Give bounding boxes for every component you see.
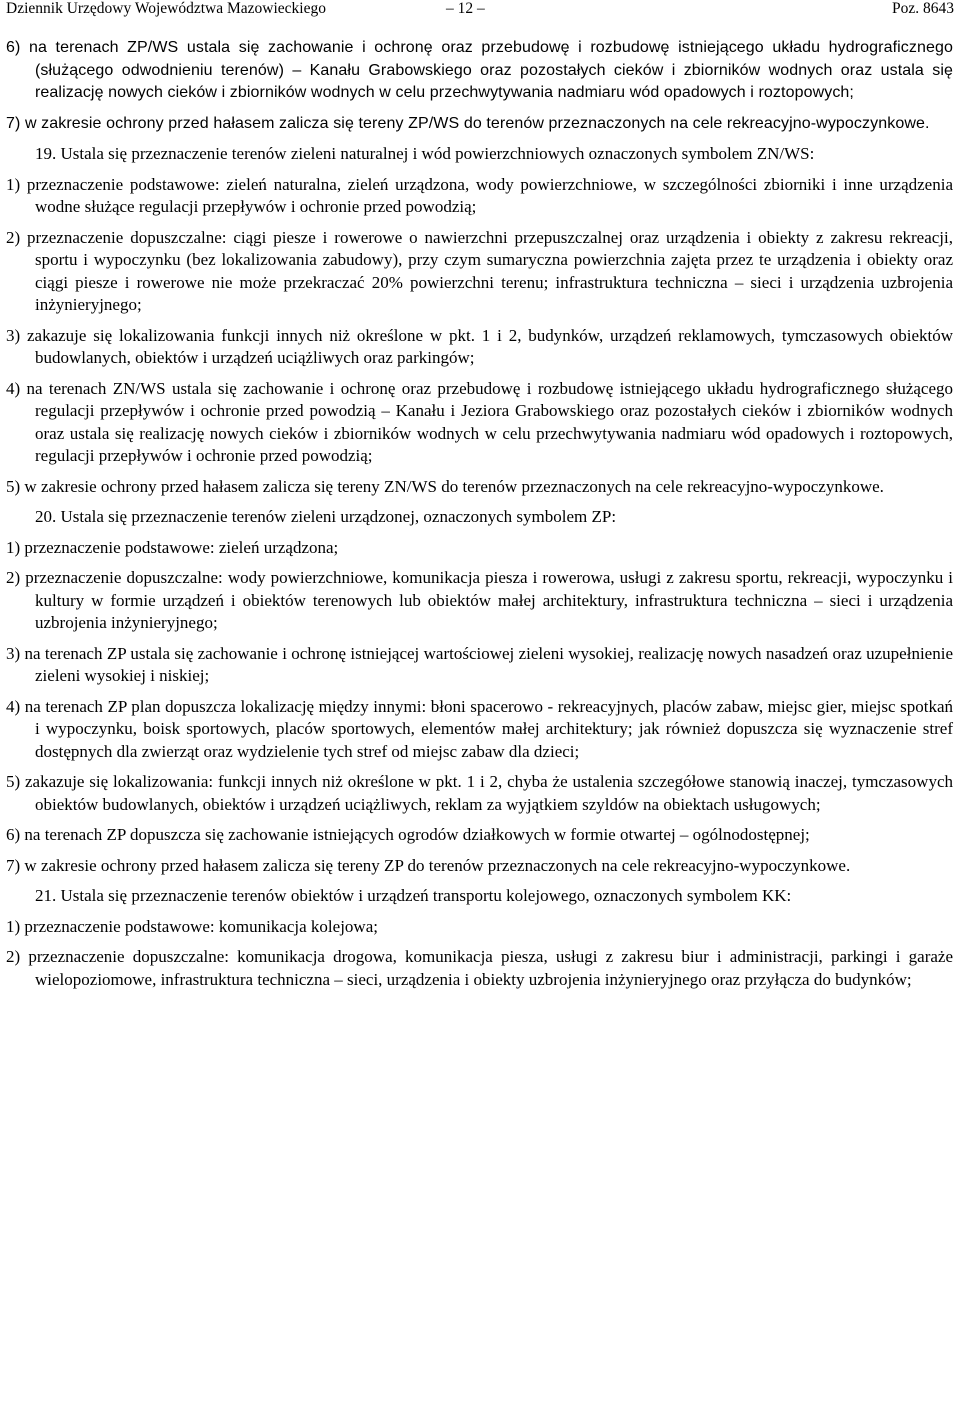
paragraph-znws-5: 5) w zakresie ochrony przed hałasem zalicza się tereny ZN/WS do terenów przeznaczonych na cele rekreacyjno-wypoczynkowe. [6,476,884,496]
journal-title: Dziennik Urzędowy Województwa Mazowieckiego [6,0,326,17]
paragraph-zpws-7: 7) w zakresie ochrony przed hałasem zalicza się tereny ZP/WS do terenów przeznaczonych na cele rekreacyjno-wypoczynkowe. [6,114,930,132]
section-20-heading: 20. Ustala się przeznaczenie terenów zieleni urządzonej, oznaczonych symbolem ZP: [35,507,617,526]
position-number: Poz. 8643 [892,0,954,17]
page-header [6,0,954,20]
paragraph-kk-1: 1) przeznaczenie podstawowe: komunikacja kolejowa; [6,916,378,936]
paragraph-znws-2: 2) przeznaczenie dopuszczalne: ciągi piesze i rowerowe o nawierzchni przepuszczalnej oraz urządzenia i obiekty z zakresu rekreacji, sportu i wypoczynku (bez lokalizowania zabudowy), przy czym sumaryczna powierzchnia zajęta przez te urządzenia i obiekty oraz ciągi piesze i rowerowe nie może przekraczać 20% powierzchni terenu; infrastruktura techniczna – sieci i urządzenia uzbrojenia inżynieryjnego; [6,227,953,314]
paragraph-zp-1: 1) przeznaczenie podstawowe: zieleń urządzona; [6,537,339,557]
document-body [6,37,953,999]
paragraph-kk-2: 2) przeznaczenie dopuszczalne: komunikacja drogowa, komunikacja piesza, usługi z zakresu biur i administracji, parkingi i garaże wielopoziomowe, infrastruktura techniczna – sieci, urządzenia i obiekty uzbrojenia inżynieryjnego oraz przyłącza do budynków; [6,947,953,989]
paragraph-zp-7: 7) w zakresie ochrony przed hałasem zalicza się tereny ZP do terenów przeznaczonych na cele rekreacyjno-wypoczynkowe. [6,855,851,875]
paragraph-znws-4: 4) na terenach ZN/WS ustala się zachowanie i ochronę oraz przebudowę i rozbudowę istniejącego układu hydrograficznego służącego regulacji przepływów i ochronie przed powodzią – Kanału i Jeziora Grabowskiego oraz pozostałych cieków i zbiorników wodnych oraz ustala się realizację nowych cieków i zbiorników wodnych w celu przechwytywania nadmiaru wód opadowych i roztopowych, regulacji przepływów i ochronie przed powodzią; [6,378,953,465]
section-21-heading: 21. Ustala się przeznaczenie terenów obiektów i urządzeń transportu kolejowego, oznaczonych symbolem KK: [35,886,792,905]
paragraph-zp-5: 5) zakazuje się lokalizowania: funkcji innych niż określone w pkt. 1 i 2, chyba że ustalenia szczegółowe stanowią inaczej, tymczasowych obiektów budowlanych, obiektów i urządzeń uciążliwych, reklam za wyjątkiem szyldów na obiektach usługowych; [6,772,953,814]
page-number: – 12 – [446,0,485,17]
section-19-heading: 19. Ustala się przeznaczenie terenów zieleni naturalnej i wód powierzchniowych oznaczonych symbolem ZN/WS: [35,144,815,163]
paragraph-zp-6: 6) na terenach ZP dopuszcza się zachowanie istniejących ogrodów działkowych w formie otwartej – ogólnodostępnej; [6,825,810,844]
paragraph-znws-1: 1) przeznaczenie podstawowe: zieleń naturalna, zieleń urządzona, wody powierzchniowe, w szczególności zbiorniki i inne urządzenia wodne służące regulacji przepływów i ochronie przed powodzią; [6,174,953,216]
paragraph-zp-4: 4) na terenach ZP plan dopuszcza lokalizację między innymi: błoni spacerowo - rekreacyjnych, placów zabaw, miejsc gier, miejsc spotkań i wypoczynku, boisk sportowych, placów sportowych, elementów małej architektury; jak również dopuszcza się wyznaczenie stref dostępnych dla zwierząt oraz wydzielenie tych stref od miejsc zabaw dla dzieci; [6,696,953,761]
paragraph-zpws-6: 6) na terenach ZP/WS ustala się zachowanie i ochronę oraz przebudowę i rozbudowę istniejącego układu hydrograficznego (służącego odwodnieniu terenów) – Kanału Grabowskiego oraz pozostałych cieków i zbiorników wodnych oraz ustala się realizację nowych cieków i zbiorników wodnych w celu przechwytywania nadmiaru wód opadowych i roztopowych; [6,39,953,101]
paragraph-zp-2: 2) przeznaczenie dopuszczalne: wody powierzchniowe, komunikacja piesza i rowerowa, usługi z zakresu sportu, rekreacji, wypoczynku i kultury w formie urządzeń i obiektów terenowych lub obiektów małej architektury, infrastruktura techniczna – sieci i urządzenia uzbrojenia inżynieryjnego; [6,568,953,632]
paragraph-znws-3: 3) zakazuje się lokalizowania funkcji innych niż określone w pkt. 1 i 2, budynków, urządzeń reklamowych, tymczasowych obiektów budowlanych, obiektów i urządzeń uciążliwych oraz parkingów; [6,325,953,367]
paragraph-zp-3: 3) na terenach ZP ustala się zachowanie i ochronę istniejącej wartościowej zieleni wysokiej, realizację nowych nasadzeń oraz uzupełnienie zieleni wysokiej i niskiej; [6,643,953,685]
